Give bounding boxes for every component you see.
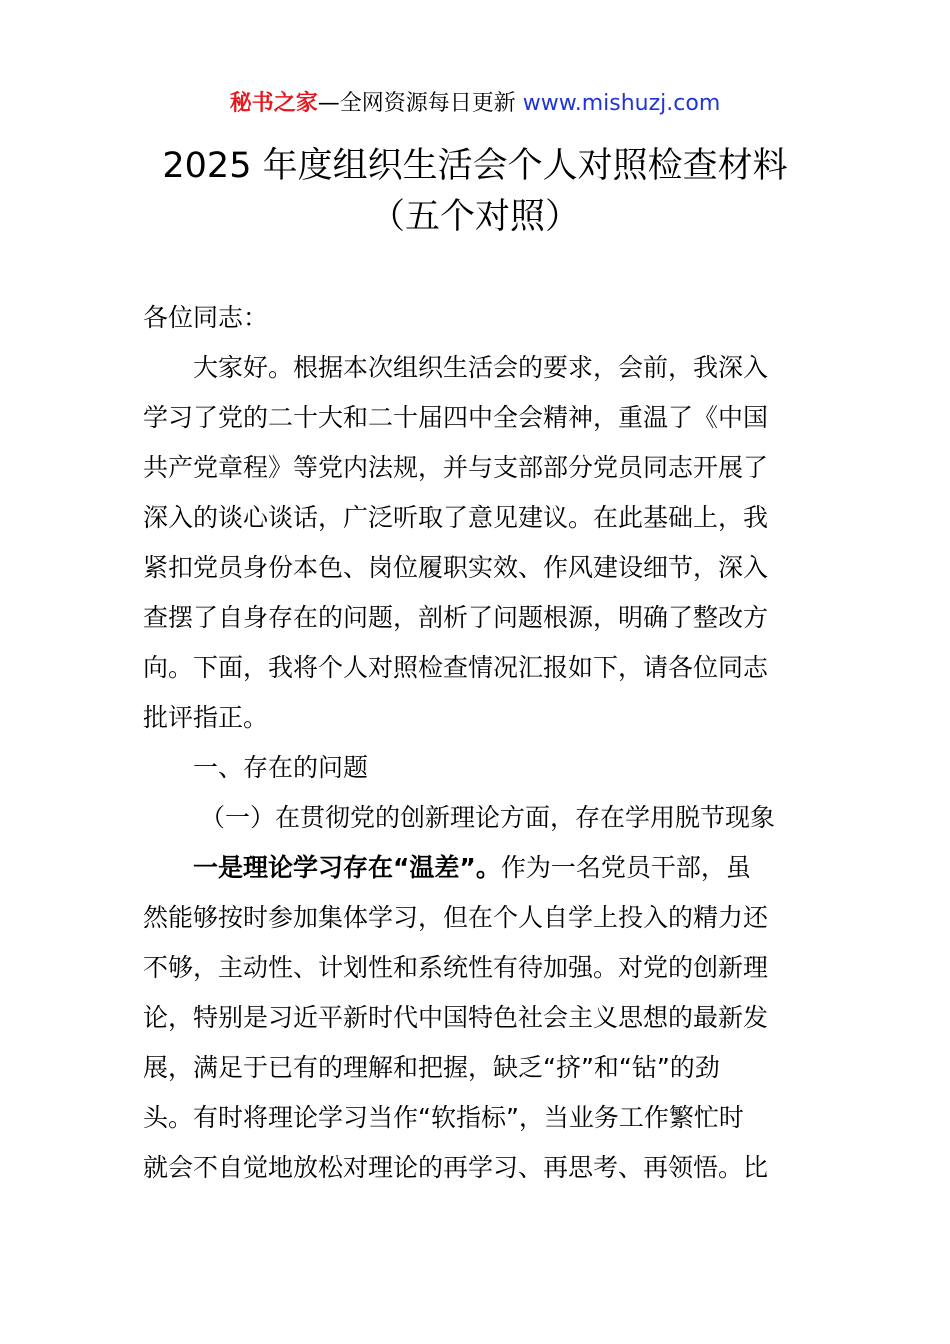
paragraph-line: 向。下面，我将个人对照检查情况汇报如下，请各位同志	[143, 653, 769, 682]
document-subtitle: （五个对照）	[369, 197, 580, 237]
paragraph-line: 不够，主动性、计划性和系统性有待加强。对党的创新理	[143, 953, 769, 982]
paragraph-line: 共产党章程》等党内法规，并与支部部分党员同志开展了	[143, 453, 769, 482]
paragraph-line: 查摆了自身存在的问题，剖析了问题根源，明确了整改方	[143, 603, 769, 632]
paragraph-line: 就会不自觉地放松对理论的再学习、再思考、再领悟。比	[143, 1153, 769, 1182]
site-url-link[interactable]: www.mishuzj.com	[522, 91, 721, 116]
document-body	[143, 293, 813, 1193]
paragraph-line: 学习了党的二十大和二十届四中全会精神，重温了《中国	[143, 403, 769, 432]
section-heading: 一、存在的问题	[193, 753, 369, 782]
site-header	[0, 88, 950, 120]
header-tagline: —全网资源每日更新	[317, 91, 523, 116]
subsection-heading: （一）在贯彻党的创新理论方面，存在学用脱节现象	[200, 803, 776, 832]
paragraph-line: 论，特别是习近平新时代中国特色社会主义思想的最新发	[143, 1003, 769, 1032]
point-text: 作为一名党员干部，虽	[500, 853, 751, 882]
document-title: 2025 年度组织生活会个人对照检查材料	[162, 146, 788, 186]
paragraph-line: 批评指正。	[143, 703, 269, 732]
point-heading: 一是理论学习存在“温差”。	[193, 853, 501, 882]
paragraph-line: 深入的谈心谈话，广泛听取了意见建议。在此基础上，我	[143, 503, 769, 532]
brand-name: 秘书之家	[229, 91, 318, 116]
paragraph-line: 然能够按时参加集体学习，但在个人自学上投入的精力还	[143, 903, 769, 932]
paragraph-line: 展，满足于已有的理解和把握，缺乏“挤”和“钻”的劲	[143, 1053, 720, 1082]
paragraph-line: 大家好。根据本次组织生活会的要求，会前，我深入	[193, 353, 769, 382]
salutation: 各位同志：	[143, 303, 269, 332]
paragraph-line: 头。有时将理论学习当作“软指标”，当业务工作繁忙时	[143, 1103, 744, 1132]
point-first-line	[143, 843, 813, 893]
paragraph-line: 紧扣党员身份本色、岗位履职实效、作风建设细节，深入	[143, 553, 769, 582]
